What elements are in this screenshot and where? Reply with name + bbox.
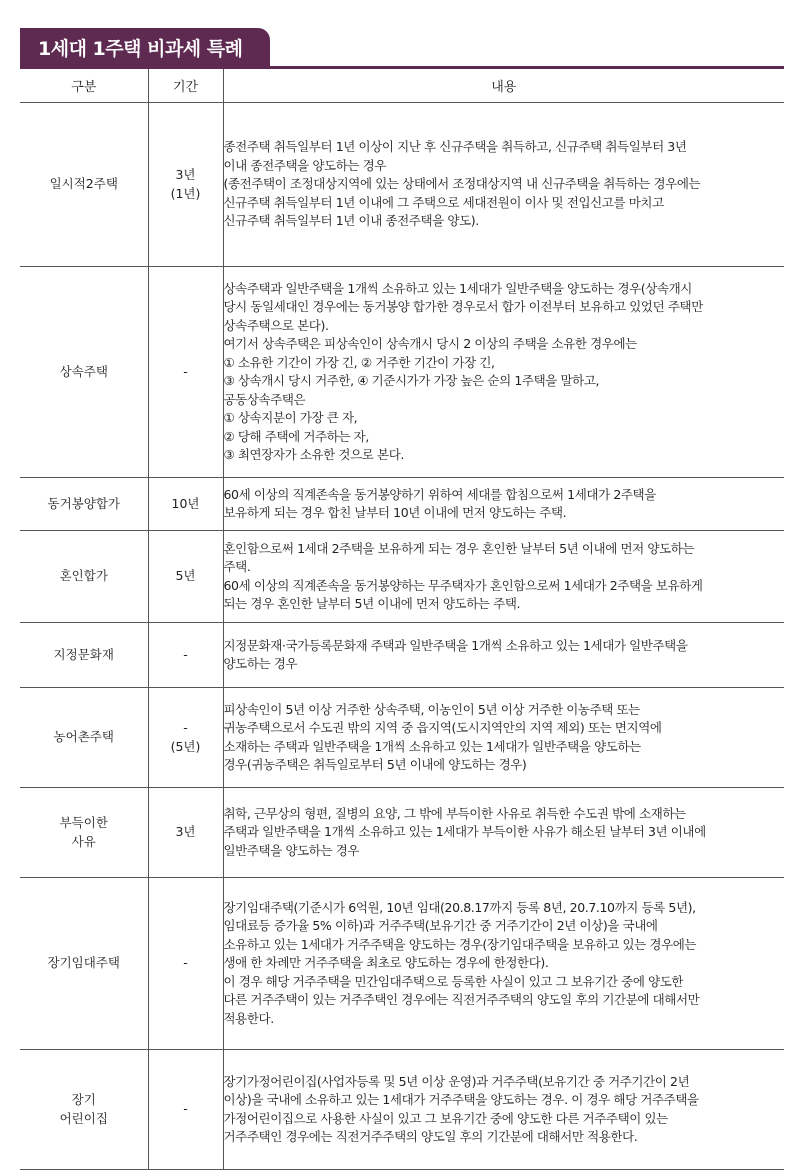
row-content bbox=[223, 1050, 784, 1170]
row-content-line: 이내 종전주택을 양도하는 경우 bbox=[223, 157, 386, 173]
header-content: 내용 bbox=[223, 69, 784, 103]
row-period bbox=[148, 788, 223, 878]
table-row bbox=[20, 878, 784, 1050]
row-category bbox=[20, 688, 148, 788]
row-content bbox=[223, 267, 784, 478]
row-content-line: 주택. bbox=[223, 559, 251, 574]
row-content-line: 되는 경우 혼인한 날부터 5년 이내에 먼저 양도하는 주택. bbox=[223, 596, 521, 611]
row-period bbox=[148, 478, 223, 531]
row-content-line: 60세 이상의 직계존속을 동거봉양하는 무주택자가 혼인함으로써 1세대가 2주택을 보유하게 bbox=[223, 577, 703, 593]
row-content-line: ③ 상속개시 당시 거주한, ④ 기준시가가 가장 높은 순의 1주택을 말하고, bbox=[223, 373, 600, 388]
row-content-line: 장기가정어린이집(사업자등록 및 5년 이상 운영)과 거주주택(보유기간 중 거주기간이 2년 bbox=[223, 1073, 690, 1089]
row-content-line: 생애 한 차례만 거주주택을 최초로 양도하는 경우에 한정한다). bbox=[223, 955, 549, 971]
row-content-line: 신규주택 취득일부터 1년 이내에 그 주택으로 세대전원이 이사 및 전입신고를 마치고 bbox=[223, 194, 664, 210]
row-content-line: ① 상속지분이 가장 큰 자, bbox=[223, 410, 358, 425]
row-period bbox=[148, 878, 223, 1050]
row-content-line: 보유하게 되는 경우 합친 날부터 10년 이내에 먼저 양도하는 주택. bbox=[223, 505, 567, 520]
row-content-line: 상속주택과 일반주택을 1개씩 소유하고 있는 1세대가 일반주택을 양도하는 경우(상속개시 bbox=[223, 280, 692, 296]
header-category: 구분 bbox=[20, 69, 148, 103]
row-period-line: - bbox=[183, 955, 188, 971]
row-category-line: 지정문화재 bbox=[53, 646, 114, 662]
row-period-line: 5년 bbox=[175, 568, 196, 584]
row-category-line: 일시적2주택 bbox=[49, 176, 118, 192]
row-content-line: 신규주택 취득일부터 1년 이내 종전주택을 양도). bbox=[223, 213, 479, 229]
table-row bbox=[20, 531, 784, 623]
row-category-line: 장기 bbox=[71, 1092, 96, 1107]
row-content bbox=[223, 623, 784, 688]
row-category bbox=[20, 623, 148, 688]
row-content-line: 종전주택 취득일부터 1년 이상이 지난 후 신규주택을 취득하고, 신규주택 취득일부터 3년 bbox=[223, 139, 687, 155]
row-content-line: ② 당해 주택에 거주하는 자, bbox=[223, 428, 369, 444]
row-category-line: 어린이집 bbox=[59, 1110, 108, 1126]
row-content-line: 일반주택을 양도하는 경우 bbox=[223, 842, 360, 858]
row-content-line: ③ 최연장자가 소유한 것으로 본다. bbox=[223, 447, 404, 462]
row-content-line: 경우(귀농주택은 취득일로부터 5년 이내에 양도하는 경우) bbox=[223, 757, 527, 772]
table-row bbox=[20, 267, 784, 478]
row-period bbox=[148, 267, 223, 478]
row-period bbox=[148, 623, 223, 688]
row-content bbox=[223, 103, 784, 267]
row-content-line: 이 경우 해당 거주주택을 민간임대주택으로 등록한 사실이 있고 그 보유기간 중에 양도한 bbox=[223, 973, 684, 989]
row-content-line: 60세 이상의 직계존속을 동거봉양하기 위하여 세대를 합침으로써 1세대가 2주택을 bbox=[223, 486, 656, 502]
row-period-line: (1년) bbox=[170, 185, 201, 201]
row-period bbox=[148, 688, 223, 788]
row-period-line: (5년) bbox=[170, 738, 201, 754]
row-category-line: 장기임대주택 bbox=[47, 955, 120, 971]
row-category bbox=[20, 788, 148, 878]
row-period bbox=[148, 1050, 223, 1170]
row-content-line: 공동상속주택은 bbox=[223, 391, 306, 407]
row-content-line: 주택과 일반주택을 1개씩 소유하고 있는 1세대가 부득이한 사유가 해소된 날부터 3년 이내에 bbox=[223, 824, 706, 840]
row-content-line: 거주주택인 경우에는 직전거주주택의 양도일 후의 기간분에 대해서만 적용한다. bbox=[223, 1129, 638, 1144]
row-content bbox=[223, 878, 784, 1050]
row-category-line: 농어촌주택 bbox=[53, 729, 114, 745]
row-content-line: 혼인함으로써 1세대 2주택을 보유하게 되는 경우 혼인한 날부터 5년 이내에 먼저 양도하는 bbox=[223, 540, 695, 556]
row-period-line: 3년 bbox=[175, 824, 196, 840]
row-category-line: 상속주택 bbox=[59, 363, 108, 379]
row-period-line: - bbox=[183, 1101, 188, 1117]
table-row bbox=[20, 478, 784, 531]
row-content-line: 소유하고 있는 1세대가 거주주택을 양도하는 경우(장기임대주택을 보유하고 있는 경우에는 bbox=[223, 936, 697, 952]
row-category bbox=[20, 267, 148, 478]
row-content bbox=[223, 531, 784, 623]
row-period bbox=[148, 531, 223, 623]
table-row bbox=[20, 688, 784, 788]
row-content-line: 소재하는 주택과 일반주택을 1개씩 소유하고 있는 1세대가 일반주택을 양도하는 bbox=[223, 738, 641, 754]
row-content bbox=[223, 788, 784, 878]
row-period-line: - bbox=[183, 720, 188, 735]
row-category-line: 사유 bbox=[71, 833, 96, 849]
row-content bbox=[223, 478, 784, 531]
row-content-line: 피상속인이 5년 이상 거주한 상속주택, 이농인이 5년 이상 거주한 이농주택 또는 bbox=[223, 701, 640, 717]
row-content-line: 당시 동일세대인 경우에는 동거봉양 합가한 경우로서 합가 이전부터 보유하고 있었던 주택만 bbox=[223, 299, 703, 314]
header-period: 기간 bbox=[148, 69, 223, 103]
row-content-line: 여기서 상속주택은 피상속인이 상속개시 당시 2 이상의 주택을 소유한 경우에는 bbox=[223, 336, 637, 351]
row-content-line: ① 소유한 기간이 가장 긴, ② 거주한 기간이 가장 긴, bbox=[223, 354, 495, 370]
row-category-line: 혼인합가 bbox=[59, 568, 108, 584]
row-content bbox=[223, 688, 784, 788]
section-title: 1세대 1주택 비과세 특례 bbox=[20, 28, 270, 66]
row-category-line: 동거봉양합가 bbox=[47, 495, 120, 511]
row-period-line: - bbox=[183, 363, 188, 379]
row-category bbox=[20, 531, 148, 623]
row-content-line: 양도하는 경우 bbox=[223, 656, 298, 671]
row-content-line: 취학, 근무상의 형편, 질병의 요양, 그 밖에 부득이한 사유로 취득한 수도권 밖에 소재하는 bbox=[223, 805, 686, 821]
row-category bbox=[20, 478, 148, 531]
row-content-line: 임대료등 증가율 5% 이하)과 거주주택(보유기간 중 거주기간이 2년 이상)을 국내에 bbox=[223, 918, 658, 934]
row-period bbox=[148, 103, 223, 267]
row-content-line: 적용한다. bbox=[223, 1010, 274, 1026]
table-header-row bbox=[20, 69, 784, 103]
row-period-line: 10년 bbox=[171, 495, 200, 511]
special-cases-table bbox=[20, 69, 784, 1170]
row-category bbox=[20, 103, 148, 267]
row-content-line: 장기임대주택(기준시가 6억원, 10년 임대(20.8.17까지 등록 8년, 20.7.10까지 등록 5년), bbox=[223, 899, 696, 915]
row-period-line: 3년 bbox=[175, 167, 196, 182]
table-row bbox=[20, 623, 784, 688]
row-content-line: 다른 거주주택이 있는 거주주택인 경우에는 직전거주주택의 양도일 후의 기간분에 대해서만 bbox=[223, 992, 700, 1008]
row-content-line: 가정어린이집으로 사용한 사실이 있고 그 보유기간 중에 양도한 다른 거주주택이 있는 bbox=[223, 1110, 668, 1126]
row-period-line: - bbox=[183, 646, 188, 662]
row-content-line: 지정문화재·국가등록문화재 주택과 일반주택을 1개씩 소유하고 있는 1세대가 일반주택을 bbox=[223, 637, 688, 653]
row-content-line: 이상)을 국내에 소유하고 있는 1세대가 거주주택을 양도하는 경우. 이 경우 해당 거주주택을 bbox=[223, 1092, 699, 1107]
table-row bbox=[20, 103, 784, 267]
table-row bbox=[20, 788, 784, 878]
table-row bbox=[20, 1050, 784, 1170]
table-body bbox=[20, 103, 784, 1170]
row-category-line: 부득이한 bbox=[59, 815, 108, 830]
row-content-line: 귀농주택으로서 수도권 밖의 지역 중 읍지역(도시지역안의 지역 제외) 또는 면지역에 bbox=[223, 720, 662, 735]
row-category bbox=[20, 878, 148, 1050]
row-category bbox=[20, 1050, 148, 1170]
row-content-line: 상속주택으로 본다). bbox=[223, 317, 329, 333]
row-content-line: (종전주택이 조정대상지역에 있는 상태에서 조정대상지역 내 신규주택을 취득하는 경우에는 bbox=[223, 176, 701, 192]
